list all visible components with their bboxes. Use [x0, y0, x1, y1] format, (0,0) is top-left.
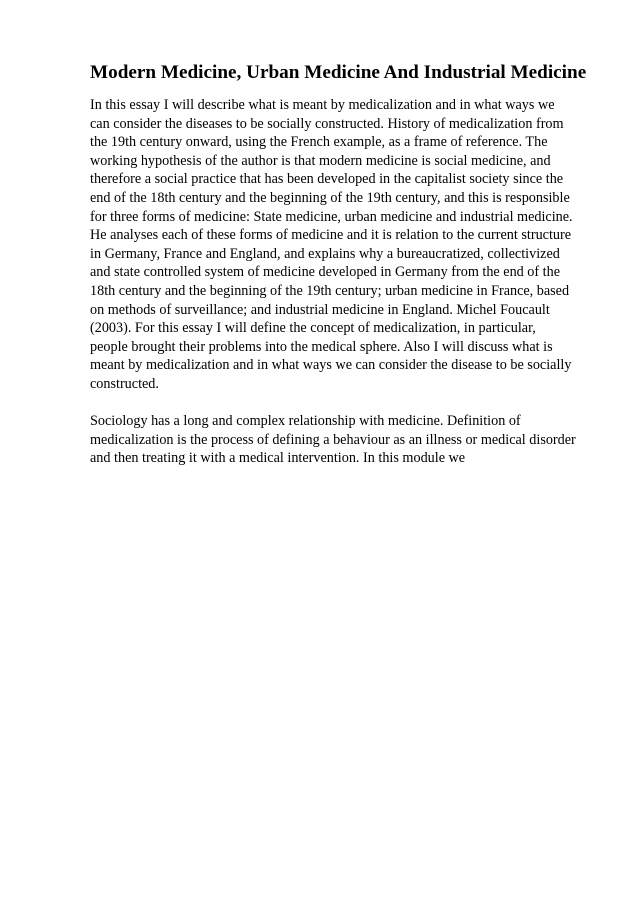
- paragraph-line: 18th century and the beginning of the 19th century; urban medicine in France, based: [90, 282, 570, 299]
- paragraph-line: medicalization is the process of defining a behaviour as an illness or medical disorder: [90, 431, 576, 448]
- paragraph-line: meant by medicalization and in what ways we can consider the disease to be socially: [90, 357, 572, 374]
- paragraph-line: and then treating it with a medical intervention. In this module we: [90, 450, 466, 467]
- document-title: Modern Medicine, Urban Medicine And Industrial Medicine: [90, 62, 587, 83]
- paragraph-line: working hypothesis of the author is that modern medicine is social medicine, and: [90, 152, 551, 169]
- document-body: [90, 96, 595, 468]
- paragraph-line: therefore a social practice that has been developed in the capitalist society since the: [90, 171, 564, 188]
- paragraph-line: end of the 18th century and the beginning of the 19th century, and this is responsible: [90, 189, 570, 206]
- paragraph-line: the 19th century onward, using the French example, as a frame of reference. The: [90, 134, 548, 151]
- paragraph-line: In this essay I will describe what is meant by medicalization and in what ways we: [90, 97, 555, 113]
- paragraph-line: (2003). For this essay I will define the concept of medicalization, in particular,: [90, 320, 536, 337]
- paragraph-line: constructed.: [90, 375, 159, 392]
- paragraph-line: people brought their problems into the medical sphere. Also I will discuss what is: [90, 338, 553, 355]
- paragraph-line: He analyses each of these forms of medicine and it is relation to the current structure: [90, 227, 572, 244]
- paragraph-line: for three forms of medicine: State medicine, urban medicine and industrial medicine.: [90, 208, 573, 225]
- paragraph-1: [90, 96, 595, 394]
- paragraph-line: on methods of surveillance; and industrial medicine in England. Michel Foucault: [90, 301, 550, 318]
- paragraph-2: [90, 412, 595, 468]
- paragraph-line: can consider the diseases to be socially constructed. History of medicalization from: [90, 115, 564, 132]
- paragraph-line: and state controlled system of medicine developed in Germany from the end of the: [90, 264, 561, 281]
- paragraph-line: Sociology has a long and complex relationship with medicine. Definition of: [90, 413, 521, 430]
- paragraph-line: in Germany, France and England, and explains why a bureaucratized, collectivized: [90, 245, 560, 262]
